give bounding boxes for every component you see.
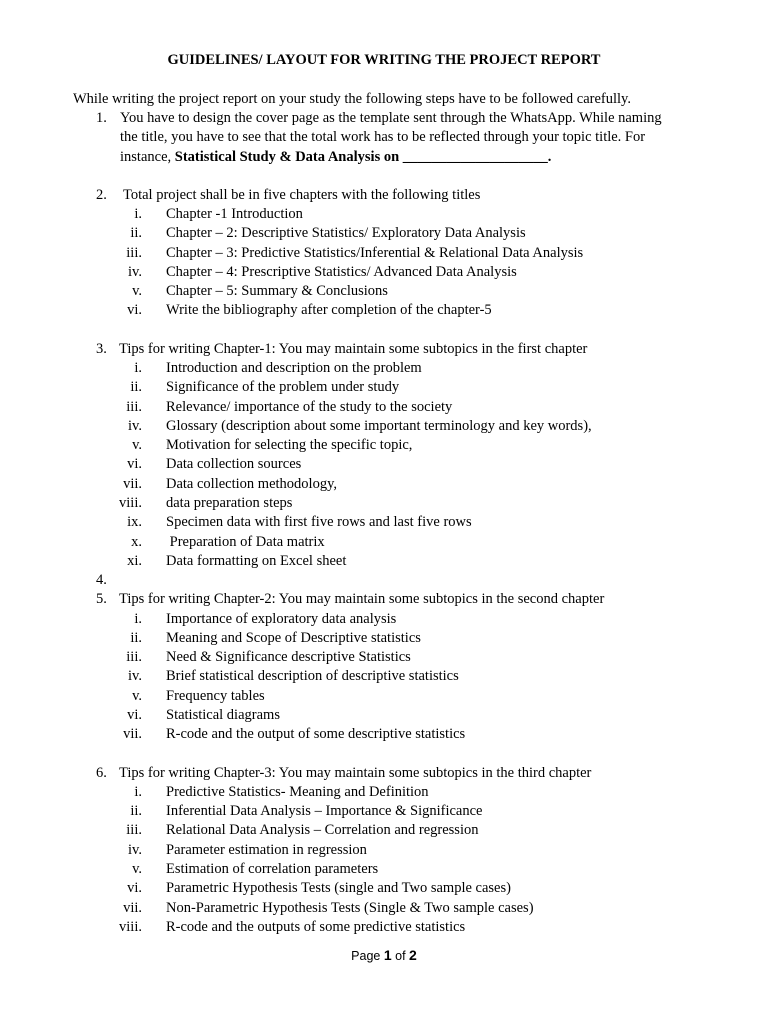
sub-item-text: Meaning and Scope of Descriptive statistics [166,630,421,646]
sub-item-number: ii. [130,225,142,241]
sub-item-text: Write the bibliography after completion of the chapter-5 [166,302,492,318]
sub-item-number: viii. [119,919,142,935]
sub-item-number: vi. [127,880,142,896]
item3-text: Tips for writing Chapter-1: You may maintain some subtopics in the first chapter [119,341,588,357]
sub-item-number: i. [134,784,142,800]
sub-item-number: x. [131,534,142,550]
item5-text: Tips for writing Chapter-2: You may maintain some subtopics in the second chapter [119,591,605,607]
item-number: 6. [96,765,107,781]
sub-item-text: Preparation of Data matrix [166,534,325,550]
sub-item-text: Brief statistical description of descriptive statistics [166,668,459,684]
sub-item-text: Parametric Hypothesis Tests (single and Two sample cases) [166,880,511,896]
sub-item-text: Statistical diagrams [166,707,280,723]
sub-item-number: i. [134,360,142,376]
item6-text: Tips for writing Chapter-3: You may maintain some subtopics in the third chapter [119,765,592,781]
sub-item-number: i. [134,611,142,627]
sub-item-text: R-code and the output of some descriptive statistics [166,726,466,742]
sub-item-text: Chapter – 3: Predictive Statistics/Inferential & Relational Data Analysis [166,245,584,261]
sub-item-number: vii. [123,900,142,916]
item-number: 4. [96,572,107,588]
item-number: 2. [96,187,107,203]
sub-item-number: iv. [128,264,142,280]
sub-item-text: Non-Parametric Hypothesis Tests (Single & Two sample cases) [166,900,534,916]
item2-text: Total project shall be in five chapters with the following titles [123,187,481,203]
item1-line: You have to design the cover page as the template sent through the WhatsApp. While naming [120,110,662,126]
sub-item-number: iii. [126,245,142,261]
sub-item-text: Data collection methodology, [166,476,337,492]
page-title: GUIDELINES/ LAYOUT FOR WRITING THE PROJECT REPORT [167,52,601,68]
sub-item-text: Parameter estimation in regression [166,842,367,858]
sub-item-number: i. [134,206,142,222]
sub-item-text: R-code and the outputs of some predictive statistics [166,919,466,935]
sub-item-number: vi. [127,707,142,723]
intro-paragraph: While writing the project report on your study the following steps have to be followed carefully. [73,91,631,107]
sub-item-number: vii. [123,476,142,492]
sub-item-text: Chapter – 4: Prescriptive Statistics/ Advanced Data Analysis [166,264,517,280]
sub-item-number: iv. [128,842,142,858]
sub-item-text: Predictive Statistics- Meaning and Definition [166,784,429,800]
sub-item-number: v. [132,688,142,704]
sub-item-number: ii. [130,630,142,646]
sub-item-number: vii. [123,726,142,742]
sub-item-text: Glossary (description about some important terminology and key words), [166,418,592,434]
sub-item-text: Importance of exploratory data analysis [166,611,397,627]
item1-prefix: instance, [120,149,175,165]
sub-item-number: ii. [130,803,142,819]
sub-item-text: Inferential Data Analysis – Importance & Significance [166,803,483,819]
sub-item-number: ix. [127,514,142,530]
item-number: 3. [96,341,107,357]
current-page-number: 1 [383,947,392,963]
sub-item-number: v. [132,861,142,877]
sub-item-text: Estimation of correlation parameters [166,861,379,877]
item-number: 5. [96,591,107,607]
sub-item-text: Data collection sources [166,456,302,472]
item1-line [120,148,551,166]
sub-item-text: Need & Significance descriptive Statistics [166,649,411,665]
sub-item-text: Chapter -1 Introduction [166,206,303,222]
sub-item-number: iii. [126,649,142,665]
sub-item-text: Frequency tables [166,688,265,704]
item1-bold-title: Statistical Study & Data Analysis on ____________________. [174,149,552,165]
sub-item-text: Chapter – 2: Descriptive Statistics/ Exploratory Data Analysis [166,225,526,241]
sub-item-text: Specimen data with first five rows and last five rows [166,514,472,530]
sub-item-text: Motivation for selecting the specific topic, [166,437,413,453]
sub-item-number: vi. [127,456,142,472]
item-number: 1. [96,110,107,126]
sub-item-number: v. [132,437,142,453]
item1-line: the title, you have to see that the total work has to be reflected through your topic title. For [120,129,646,145]
sub-item-text: Data formatting on Excel sheet [166,553,347,569]
total-pages-number: 2 [409,947,417,963]
sub-item-number: iii. [126,822,142,838]
sub-item-text: Introduction and description on the problem [166,360,422,376]
sub-item-number: iv. [128,418,142,434]
sub-item-number: vi. [127,302,142,318]
sub-item-text: Relevance/ importance of the study to the society [166,399,453,415]
sub-item-number: viii. [119,495,142,511]
sub-item-number: xi. [127,553,142,569]
footer-label: Page [351,949,384,963]
sub-item-text: Relational Data Analysis – Correlation and regression [166,822,479,838]
sub-item-text: Chapter – 5: Summary & Conclusions [166,283,388,299]
sub-item-number: ii. [130,379,142,395]
sub-item-text: data preparation steps [166,495,293,511]
sub-item-number: iv. [128,668,142,684]
sub-item-text: Significance of the problem under study [166,379,400,395]
page-footer [0,946,768,965]
sub-item-number: v. [132,283,142,299]
footer-of: of [391,949,410,963]
sub-item-number: iii. [126,399,142,415]
